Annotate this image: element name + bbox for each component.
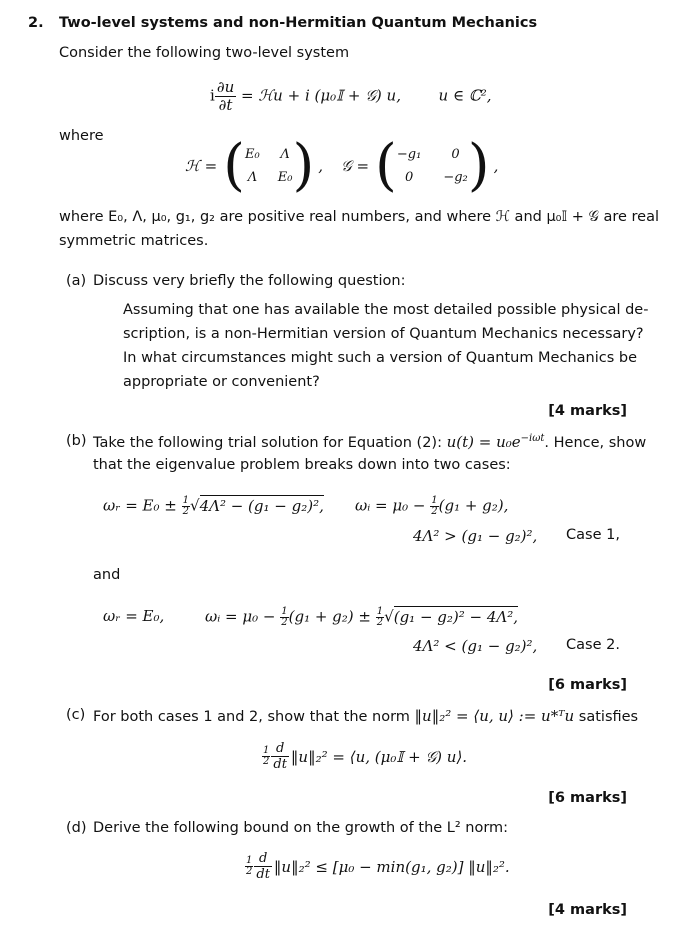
part-a-label: (a) xyxy=(66,273,87,289)
and-text: and xyxy=(93,567,121,583)
main-equation xyxy=(210,80,492,113)
G-label: 𝒢 = xyxy=(341,157,370,175)
matrix-H: ℋ = ( E₀ Λ Λ E₀ ) , xyxy=(185,133,324,198)
case1-label: Case 1, xyxy=(566,527,620,543)
equation-domain: u ∈ ℂ², xyxy=(438,86,492,105)
part-a-quote-line4: appropriate or convenient? xyxy=(123,374,320,390)
where-text-line1: where E₀, Λ, μ₀, g₁, g₂ are positive real numbers, and where ℋ and μ₀𝕀 + 𝒢 are real xyxy=(59,209,660,225)
part-c-text: For both cases 1 and 2, show that the norm ‖u‖₂² = ⟨u, u⟩ := u*ᵀu satisfies xyxy=(93,707,639,725)
part-c-marks: [6 marks] xyxy=(548,790,627,806)
part-a-quote-line1: Assuming that one has available the most detailed possible physical de- xyxy=(123,302,649,318)
H-label: ℋ = xyxy=(185,157,218,175)
matrix-G: 𝒢 = ( −g₁ 0 0 −g₂ ) , xyxy=(341,133,499,198)
case2-wi: ωᵢ = μ₀ − $\frac{1}{2}$ (g₁ + g₂) ± $\frac{1}{2}$ √(g₁ − g₂)² − 4Λ², xyxy=(205,606,519,628)
part-d-text: Derive the following bound on the growth of the L² norm: xyxy=(93,820,509,836)
case1-wr: ωᵣ = E₀ ± $\frac{1}{2}$ √4Λ² − (g₁ − g₂)², xyxy=(103,495,324,517)
part-a-quote-line3: In what circumstances might such a version of Quantum Mechanics be xyxy=(123,350,638,366)
equation-rhs: = ℋu + i (μ₀𝕀 + 𝒢) u, xyxy=(241,86,401,105)
part-d-marks: [4 marks] xyxy=(548,902,627,918)
where-label: where xyxy=(59,128,104,144)
question-number: 2. xyxy=(28,15,44,31)
part-b-marks: [6 marks] xyxy=(548,677,627,693)
case1-wi: ωᵢ = μ₀ − $\frac{1}{2}$ (g₁ + g₂), xyxy=(355,495,509,517)
part-a-text: Discuss very briefly the following question: xyxy=(93,273,406,289)
partial-fraction: $\frac{\partial u}{\partial t}$ xyxy=(216,78,235,114)
case2-condition: 4Λ² < (g₁ − g₂)², xyxy=(413,637,538,655)
part-c-label: (c) xyxy=(66,707,86,723)
part-b-text-line2: that the eigenvalue problem breaks down into two cases: xyxy=(93,457,511,473)
part-d-label: (d) xyxy=(66,820,87,836)
part-a-quote-line2: scription, is a non-Hermitian version of Quantum Mechanics necessary? xyxy=(123,326,644,342)
part-b-label: (b) xyxy=(66,433,87,449)
part-b-text-line1: Take the following trial solution for Equation (2): $u(t) = u_0e^{-i\omega t}$. Hence, show xyxy=(93,433,647,451)
part-c-equation: 1 2 $\frac{d}{dt}$ ‖u‖₂² = ⟨u, (μ₀𝕀 + 𝒢) u⟩. xyxy=(263,741,468,772)
where-text-line2: symmetric matrices. xyxy=(59,233,209,249)
question-title: Two-level systems and non-Hermitian Quantum Mechanics xyxy=(59,15,538,31)
case2-wr: ωᵣ = E₀, xyxy=(103,607,165,625)
intro-text: Consider the following two-level system xyxy=(59,45,350,61)
part-a-marks: [4 marks] xyxy=(548,403,627,419)
part-d-equation: 1 2 $\frac{d}{dt}$ ‖u‖₂² ≤ [μ₀ − min(g₁, g₂)] ‖u‖₂². xyxy=(246,851,510,882)
imag-unit: i xyxy=(210,86,215,105)
case2-label: Case 2. xyxy=(566,637,620,653)
case1-condition: 4Λ² > (g₁ − g₂)², xyxy=(413,527,538,545)
